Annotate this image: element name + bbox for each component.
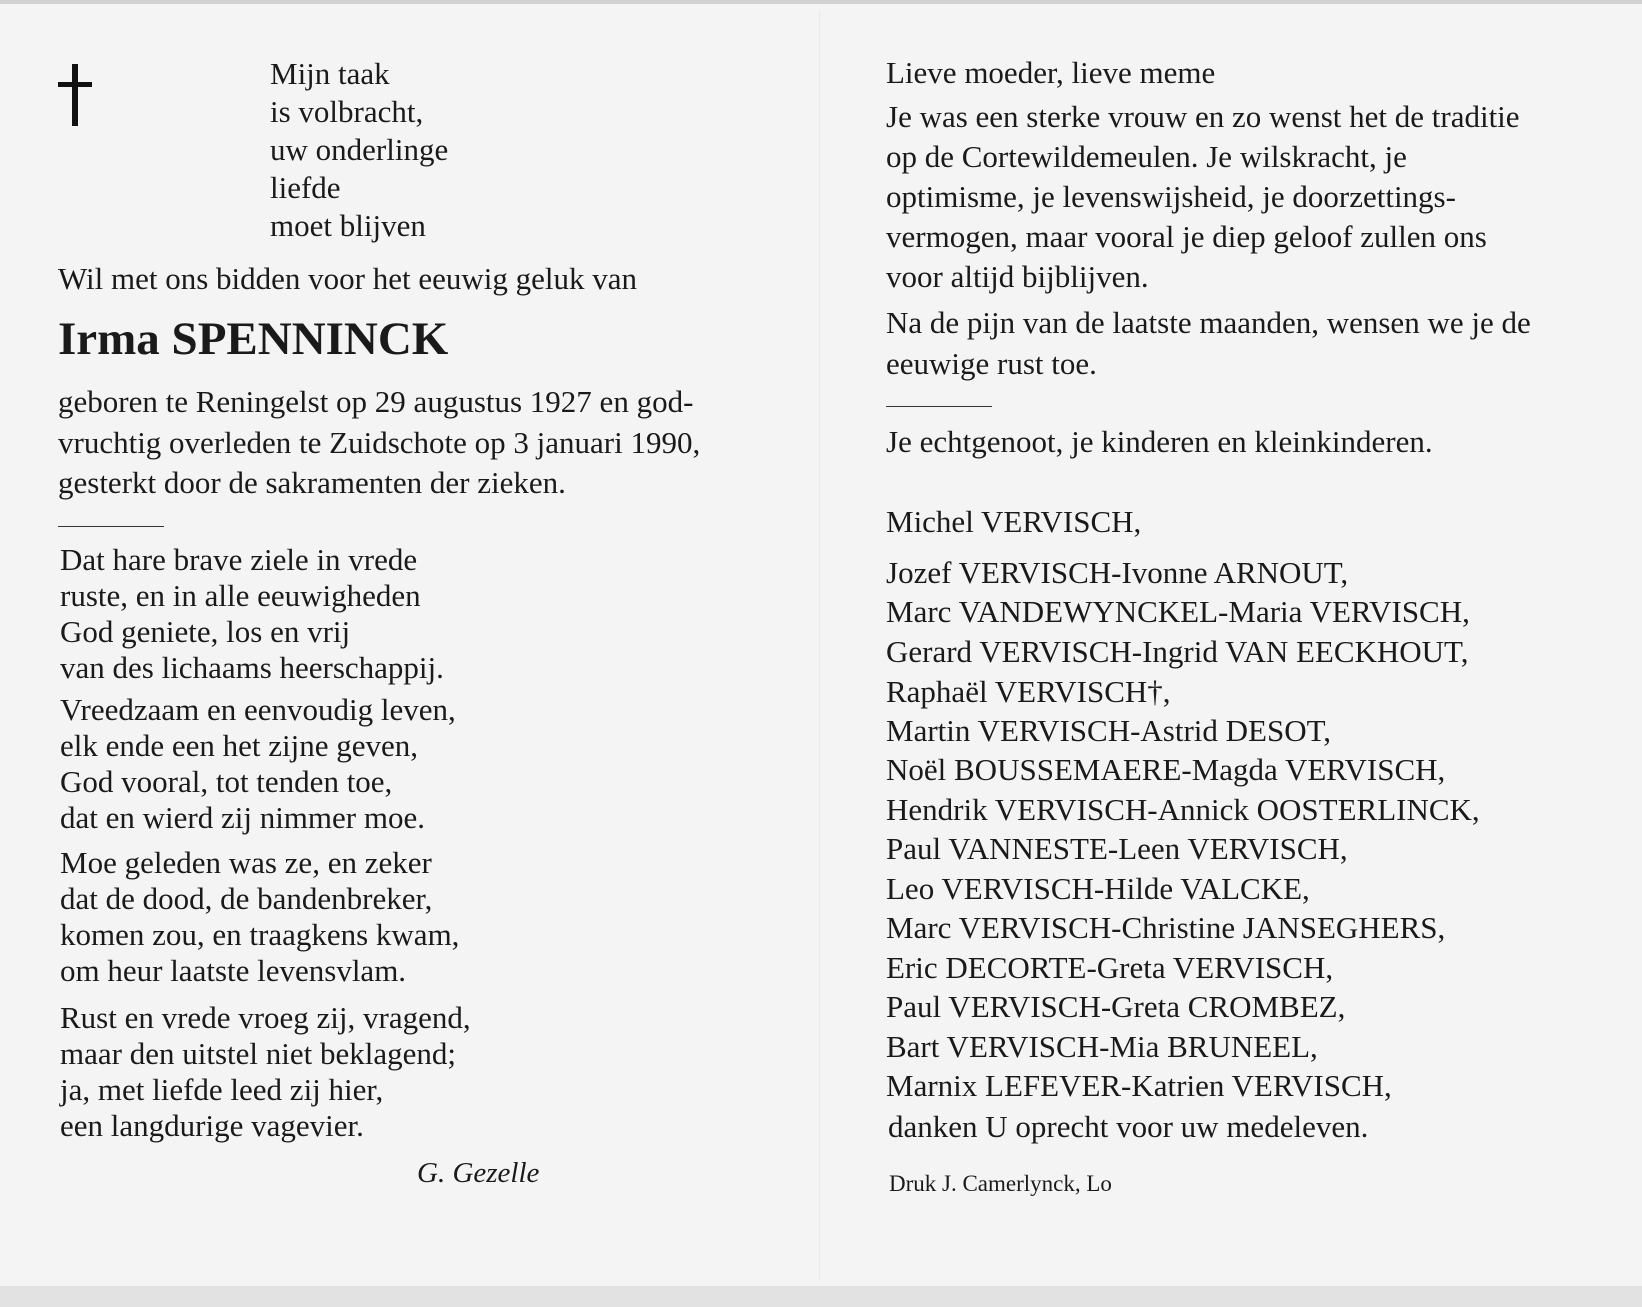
signature-line: Je echtgenoot, je kinderen en kleinkinderen.: [886, 424, 1433, 459]
card-fold: [819, 10, 820, 1280]
poem-line: dat de dood, de bandenbreker,: [60, 881, 433, 916]
family-member: Gerard VERVISCH-Ingrid VAN EECKHOUT,: [886, 634, 1469, 669]
printer-credit: Druk J. Camerlynck, Lo: [889, 1171, 1112, 1196]
poem-line: Moe geleden was ze, en zeker: [60, 845, 432, 880]
poem-author: G. Gezelle: [417, 1157, 540, 1189]
motto-line: Mijn taak: [270, 56, 390, 91]
paragraph-line: Je was een sterke vrouw en zo wenst het de traditie: [886, 99, 1520, 134]
family-member: Marc VANDEWYNCKEL-Maria VERVISCH,: [886, 594, 1470, 629]
deceased-name: Irma SPENNINCK: [58, 313, 449, 365]
motto-line: moet blijven: [270, 208, 426, 243]
paragraph-line: voor altijd bijblijven.: [886, 259, 1149, 294]
biography-line: gesterkt door de sakramenten der zieken.: [58, 465, 566, 500]
family-member: Eric DECORTE-Greta VERVISCH,: [886, 950, 1334, 985]
motto-line: liefde: [270, 170, 341, 205]
family-member: Paul VANNESTE-Leen VERVISCH,: [886, 831, 1348, 866]
family-member: Marc VERVISCH-Christine JANSEGHERS,: [886, 910, 1446, 945]
poem-line: om heur laatste levensvlam.: [60, 953, 407, 988]
family-member: Paul VERVISCH-Greta CROMBEZ,: [886, 989, 1346, 1024]
poem-line: Vreedzaam en eenvoudig leven,: [60, 692, 456, 727]
divider: [58, 526, 164, 527]
paragraph-line: optimisme, je levenswijsheid, je doorzettings-: [886, 179, 1456, 214]
invitation-text: Wil met ons bidden voor het eeuwig geluk van: [58, 261, 638, 296]
paragraph-line: eeuwige rust toe.: [886, 346, 1097, 381]
divider: [886, 406, 992, 407]
family-member: Marnix LEFEVER-Katrien VERVISCH,: [886, 1068, 1392, 1103]
poem-line: van des lichaams heerschappij.: [60, 650, 444, 685]
poem-line: komen zou, en traagkens kwam,: [60, 917, 460, 952]
poem-line: elk ende een het zijne geven,: [60, 728, 419, 763]
poem-line: dat en wierd zij nimmer moe.: [60, 800, 425, 835]
poem-line: God vooral, tot tenden toe,: [60, 764, 393, 799]
thanks-line: danken U oprecht voor uw medeleven.: [888, 1109, 1369, 1144]
family-member: Jozef VERVISCH-Ivonne ARNOUT,: [886, 555, 1349, 590]
biography-line: geboren te Reningelst op 29 augustus 1927 en god-: [58, 384, 694, 419]
family-member: Noël BOUSSEMAERE-Magda VERVISCH,: [886, 752, 1446, 787]
paragraph-line: op de Cortewildemeulen. Je wilskracht, je: [886, 139, 1407, 174]
spouse-name: Michel VERVISCH,: [886, 504, 1142, 539]
family-member: Leo VERVISCH-Hilde VALCKE,: [886, 871, 1310, 906]
family-member: Raphaël VERVISCH†,: [886, 674, 1171, 709]
biography-line: vruchtig overleden te Zuidschote op 3 januari 1990,: [58, 425, 701, 460]
family-member: Bart VERVISCH-Mia BRUNEEL,: [886, 1029, 1318, 1064]
motto-line: uw onderlinge: [270, 132, 449, 167]
family-member: Martin VERVISCH-Astrid DESOT,: [886, 713, 1332, 748]
paragraph-line: vermogen, maar vooral je diep geloof zullen ons: [886, 219, 1487, 254]
poem-line: ja, met liefde leed zij hier,: [60, 1072, 384, 1107]
greeting: Lieve moeder, lieve meme: [886, 55, 1216, 90]
paragraph-line: Na de pijn van de laatste maanden, wensen we je de: [886, 305, 1531, 340]
poem-line: God geniete, los en vrij: [60, 614, 351, 649]
poem-line: Dat hare brave ziele in vrede: [60, 542, 418, 577]
cross-icon: [58, 64, 92, 126]
motto-line: is volbracht,: [270, 94, 424, 129]
poem-line: ruste, en in alle eeuwigheden: [60, 578, 421, 613]
poem-line: Rust en vrede vroeg zij, vragend,: [60, 1000, 471, 1035]
card-bottom-edge: [0, 1286, 1642, 1307]
family-member: Hendrik VERVISCH-Annick OOSTERLINCK,: [886, 792, 1480, 827]
poem-line: maar den uitstel niet beklagend;: [60, 1036, 456, 1071]
poem-line: een langdurige vagevier.: [60, 1108, 364, 1143]
